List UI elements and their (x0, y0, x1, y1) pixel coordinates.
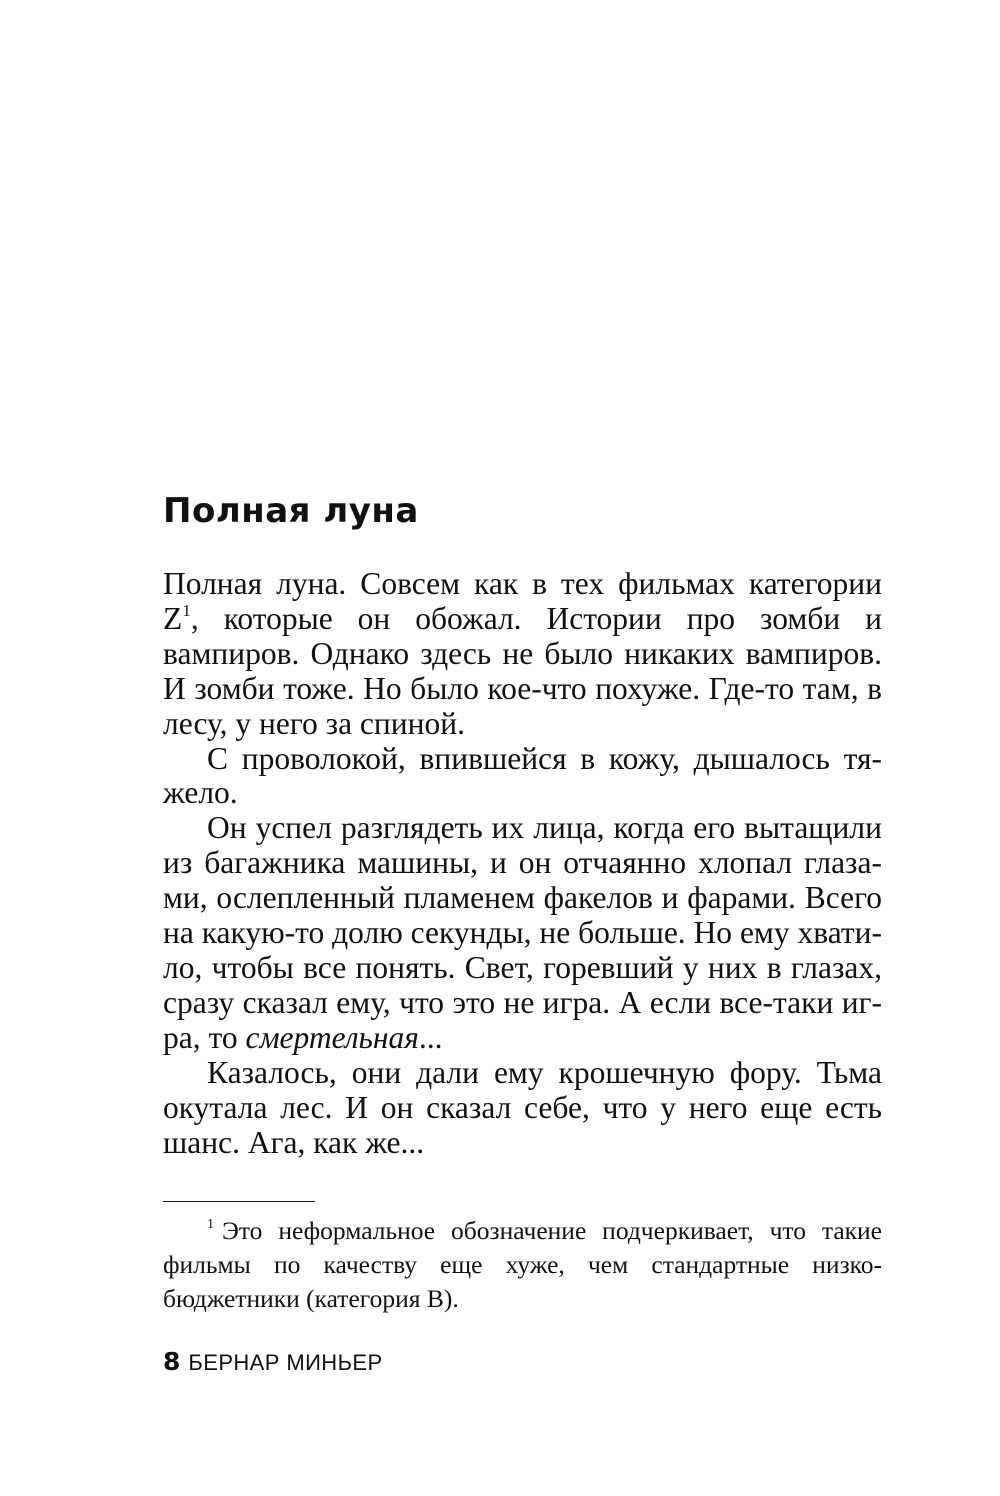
page-number: 8 (163, 1347, 181, 1376)
footnote-divider (163, 1201, 315, 1202)
author-name: БЕРНАР МИНЬЕР (188, 1350, 383, 1375)
footnote (163, 1214, 882, 1316)
footnote-text: Это неформальное обозначение подчеркивает, что такие фильмы по качеству еще хуже, чем стандартные низкобюджетники (категория B). (163, 1216, 882, 1313)
paragraph-3 (163, 811, 882, 1055)
footnote-reference: 1 (182, 600, 191, 620)
paragraph-1-text-end: , которые он обожал. Истории про зомби и вампиров. Однако здесь не было никаких вампиров. И зомби тоже. Но было кое-что похуже. Где-то там, в лесу, у него за спиной. (163, 600, 882, 741)
paragraph-3-text-start: Он успел разглядеть их лица, когда его вытащили из багажника машины, и он отчаянно хлопал глазами, ослепленный пламенем факелов и фарами. Всего на какую-то долю секунды, не больше. Но ему хватило, чтобы все понять. Свет, горевший у них в глазах, сразу сказал ему, что это не игра. А если все-таки игра, то (163, 810, 882, 1055)
running-footer (163, 1347, 383, 1381)
body-text (163, 567, 882, 1160)
paragraph-4: Казалось, они дали ему крошечную фору. Тьма окутала лес. И он сказал себе, что у него еще есть шанс. Ага, как же... (163, 1054, 882, 1160)
paragraph-1 (163, 567, 882, 742)
paragraph-1-text-start: Полная луна. Совсем как в тех фильмах категории Z (163, 566, 882, 636)
footnote-number: 1 (207, 1217, 215, 1233)
paragraph-2: С проволокой, впившейся в кожу, дышалось тяжело. (163, 740, 882, 811)
paragraph-3-text-end: ... (418, 1019, 443, 1055)
chapter-title: Полная луна (163, 491, 419, 531)
emphasized-word: смертельная (245, 1019, 419, 1055)
